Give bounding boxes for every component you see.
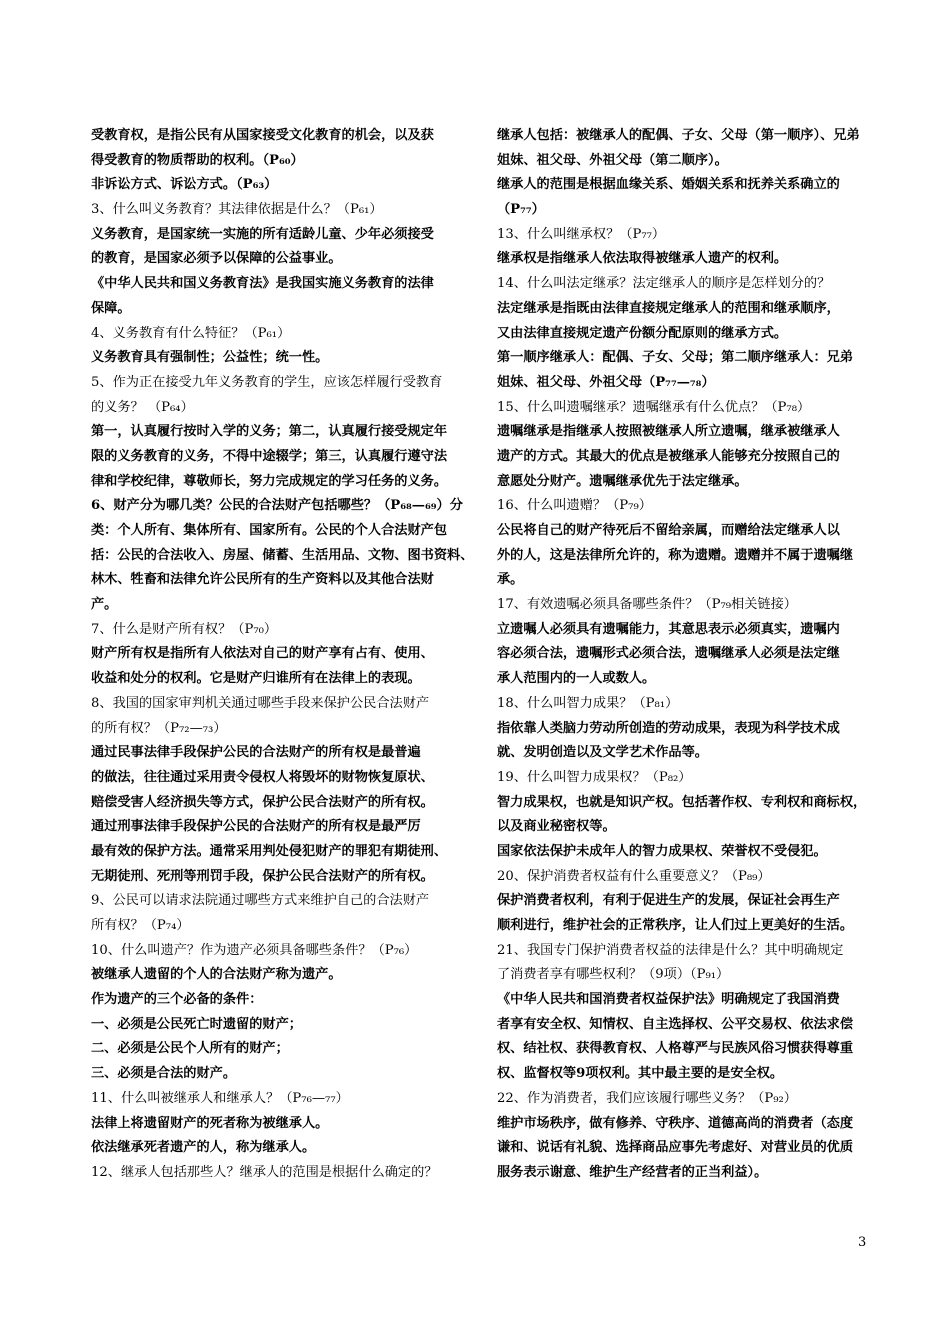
text-line: 最有效的保护方法。通常采用判处侵犯财产的罪犯有期徒刑、 bbox=[91, 843, 448, 859]
text-line: 受教育权，是指公民有从国家接受文化教育的机会，以及获 bbox=[91, 128, 434, 143]
text-line: 非诉讼方式、诉讼方式。（P₆₃） bbox=[91, 177, 278, 193]
text-line: 就、发明创造以及文学艺术作品等。 bbox=[497, 745, 708, 761]
question-line: 13、什么叫继承权？（P₇₇） bbox=[497, 226, 666, 242]
question-line: 9、公民可以请求法院通过哪些方式来维护自己的合法财产 bbox=[91, 893, 430, 909]
question-line: 20、保护消费者权益有什么重要意义？（P₈₉） bbox=[497, 868, 771, 884]
text-line: 又由法律直接规定遗产份额分配原则的继承方式。 bbox=[497, 325, 788, 341]
text-line: （P₇₇） bbox=[497, 202, 545, 218]
text-line: 承人范围内的一人或数人。 bbox=[497, 671, 656, 687]
text-line: 权、结社权、获得教育权、人格尊严与民族风俗习惯获得尊重 bbox=[497, 1041, 854, 1057]
text-line: 的做法，往往通过采用责令侵权人将毁坏的财物恢复原状、 bbox=[91, 769, 434, 785]
text-line: 外的人，这是法律所允许的，称为遗赠。遗赠并不属于遗嘱继 bbox=[497, 547, 854, 563]
text-line: 继承权是指继承人依法取得被继承人遗产的权利。 bbox=[497, 251, 788, 267]
text-line: 遗嘱继承是指继承人按照被继承人所立遗嘱，继承被继承人 bbox=[497, 424, 840, 440]
question-line: 15、什么叫遗嘱继承？遗嘱继承有什么优点？（P₇₈） bbox=[497, 399, 811, 415]
text-line: 6、财产分为哪几类？公民的合法财产包括哪些？（P₆₈—₆₉）分 bbox=[91, 498, 463, 514]
question-line: 3、什么叫义务教育？其法律依据是什么？（P₆₁） bbox=[91, 202, 383, 218]
text-line: 指依靠人类脑力劳动所创造的劳动成果，表现为科学技术成 bbox=[497, 720, 840, 736]
text-line: 以及商业秘密权等。 bbox=[497, 819, 616, 835]
text-line: 林木、牲畜和法律允许公民所有的生产资料以及其他合法财 bbox=[91, 572, 434, 588]
text-line: 顺利进行，维护社会的正常秩序，让人们过上更美好的生活。 bbox=[497, 918, 854, 933]
text-line: 依法继承死者遗产的人，称为继承人。 bbox=[91, 1140, 316, 1156]
text-line: 容必须合法，遗嘱形式必须合法，遗嘱继承人必须是法定继 bbox=[497, 646, 840, 662]
text-line: 国家依法保护未成年人的智力成果权、荣誉权不受侵犯。 bbox=[497, 843, 827, 859]
text-line: 第一顺序继承人：配偶、子女、父母；第二顺序继承人：兄弟 bbox=[497, 350, 854, 366]
text-line: 财产所有权是指所有人依法对自己的财产享有占有、使用、 bbox=[91, 646, 434, 662]
question-line: 14、什么叫法定继承？法定继承人的顺序是怎样划分的？ bbox=[497, 276, 831, 292]
text-line: 公民将自己的财产待死后不留给亲属，而赠给法定继承人以 bbox=[497, 523, 840, 538]
text-line: 限的义务教育的义务，不得中途辍学；第三，认真履行遵守法 bbox=[91, 448, 448, 464]
question-line: 18、什么叫智力成果？（P₈₁） bbox=[497, 695, 679, 711]
question-line: 12、继承人包括那些人？继承人的范围是根据什么确定的？ bbox=[91, 1164, 438, 1180]
question-line: 16、什么叫遗赠？（P₇₉） bbox=[497, 498, 652, 514]
question-line: 21、我国专门保护消费者权益的法律是什么？其中明确规定 bbox=[497, 942, 844, 958]
text-line: 遗产的方式。其最大的优点是被继承人能够充分按照自己的 bbox=[497, 448, 840, 464]
page-number: 3 bbox=[858, 1235, 867, 1250]
text-line: 服务表示谢意、维护生产经营者的正当利益）。 bbox=[497, 1164, 768, 1180]
left-column bbox=[91, 124, 474, 1186]
right-column bbox=[497, 124, 879, 1186]
text-line: 作为遗产的三个必备的条件： bbox=[91, 992, 263, 1008]
question-line: 了消费者享有哪些权利？（9项）（P₉₁） bbox=[497, 967, 730, 983]
text-line: 《中华人民共和国消费者权益保护法》明确规定了我国消费 bbox=[497, 992, 840, 1008]
question-line: 10、什么叫遗产？作为遗产必须具备哪些条件？（P₇₆） bbox=[91, 942, 418, 958]
text-line: 收益和处分的权利。它是财产归谁所有在法律上的表现。 bbox=[91, 671, 421, 687]
text-line: 继承人的范围是根据血缘关系、婚姻关系和抚养关系确立的 bbox=[497, 177, 840, 193]
text-line: 义务教育，是国家统一实施的所有适龄儿童、少年必须接受 bbox=[91, 226, 434, 242]
text-line: 立遗嘱人必须具有遗嘱能力，其意思表示必须真实，遗嘱内 bbox=[497, 621, 840, 637]
text-line: 姐妹、祖父母、外祖父母（第二顺序）。 bbox=[497, 152, 728, 168]
text-line: 二、必须是公民个人所有的财产； bbox=[91, 1041, 289, 1057]
question-line: 4、义务教育有什么特征？（P₆₁） bbox=[91, 325, 291, 341]
text-line: 律和学校纪律，尊敬师长，努力完成规定的学习任务的义务。 bbox=[91, 473, 448, 489]
text-line: 智力成果权，也就是知识产权。包括著作权、专利权和商标权， bbox=[497, 794, 867, 810]
question-line: 8、我国的国家审判机关通过哪些手段来保护公民合法财产 bbox=[91, 695, 430, 711]
text-line: 保障。 bbox=[91, 300, 131, 316]
text-line: 法定继承是指既由法律直接规定继承人的范围和继承顺序， bbox=[497, 300, 840, 316]
text-line: 第一，认真履行按时入学的义务；第二，认真履行接受规定年 bbox=[91, 424, 448, 440]
text-line: 意愿处分财产。遗嘱继承优先于法定继承。 bbox=[497, 473, 748, 489]
text-line: 的教育，是国家必须予以保障的公益事业。 bbox=[91, 251, 342, 267]
text-line: 谦和、说话有礼貌、选择商品应事先考虑好、对营业员的优质 bbox=[497, 1140, 854, 1156]
text-line: 括：公民的合法收入、房屋、储蓄、生活用品、文物、图书资料、 bbox=[91, 547, 474, 563]
question-line: 19、什么叫智力成果权？（P₈₂） bbox=[497, 769, 692, 785]
question-line: 11、什么叫被继承人和继承人？（P₇₆—₇₇） bbox=[91, 1090, 349, 1106]
question-line: 5、作为正在接受九年义务教育的学生，应该怎样履行受教育 bbox=[91, 374, 443, 390]
question-line: 17、有效遗嘱必须具备哪些条件？（P₇₉相关链接） bbox=[497, 597, 797, 613]
text-line: 产。 bbox=[91, 597, 118, 613]
text-line: 得受教育的物质帮助的权利。（P₆₀） bbox=[91, 152, 304, 168]
text-line: 权、监督权等9项权利。其中最主要的是安全权。 bbox=[497, 1066, 784, 1082]
text-line: 无期徒刑、死刑等刑罚手段，保护公民合法财产的所有权。 bbox=[91, 868, 434, 884]
question-line: 的所有权？（P₇₂—₇₃） bbox=[91, 720, 227, 736]
text-line: 通过刑事法律手段保护公民的合法财产的所有权是最严厉 bbox=[91, 819, 421, 835]
text-line: 承。 bbox=[497, 572, 524, 588]
text-line: 《中华人民共和国义务教育法》是我国实施义务教育的法律 bbox=[91, 276, 434, 292]
text-line: 通过民事法律手段保护公民的合法财产的所有权是最普遍 bbox=[91, 745, 421, 761]
question-line: 所有权？（P₇₄） bbox=[91, 918, 190, 933]
text-line: 赔偿受害人经济损失等方式，保护公民合法财产的所有权。 bbox=[91, 794, 434, 810]
text-line: 保护消费者权利，有利于促进生产的发展，保证社会再生产 bbox=[497, 893, 840, 909]
question-line: 7、什么是财产所有权？（P₇₀） bbox=[91, 621, 278, 637]
text-line: 维护市场秩序，做有修养、守秩序、道德高尚的消费者（态度 bbox=[497, 1115, 854, 1131]
text-line: 义务教育具有强制性；公益性；统一性。 bbox=[91, 350, 329, 366]
text-line: 被继承人遗留的个人的合法财产称为遗产。 bbox=[91, 967, 342, 983]
text-line: 姐妹、祖父母、外祖父母（P₇₇—₇₈） bbox=[497, 374, 715, 390]
text-line: 三、必须是合法的财产。 bbox=[91, 1066, 237, 1082]
question-line: 22、作为消费者，我们应该履行哪些义务？（P₉₂） bbox=[497, 1090, 797, 1106]
text-line: 法律上将遗留财产的死者称为被继承人。 bbox=[91, 1115, 329, 1131]
question-line: 的义务？ （P₆₄） bbox=[91, 399, 194, 415]
text-line: 者享有安全权、知情权、自主选择权、公平交易权、依法求偿 bbox=[497, 1016, 854, 1032]
text-line: 一、必须是公民死亡时遗留的财产； bbox=[91, 1016, 302, 1032]
text-line: 类：个人所有、集体所有、国家所有。公民的个人合法财产包 bbox=[91, 523, 448, 538]
text-line: 继承人包括：被继承人的配偶、子女、父母（第一顺序）、兄弟 bbox=[497, 128, 860, 143]
